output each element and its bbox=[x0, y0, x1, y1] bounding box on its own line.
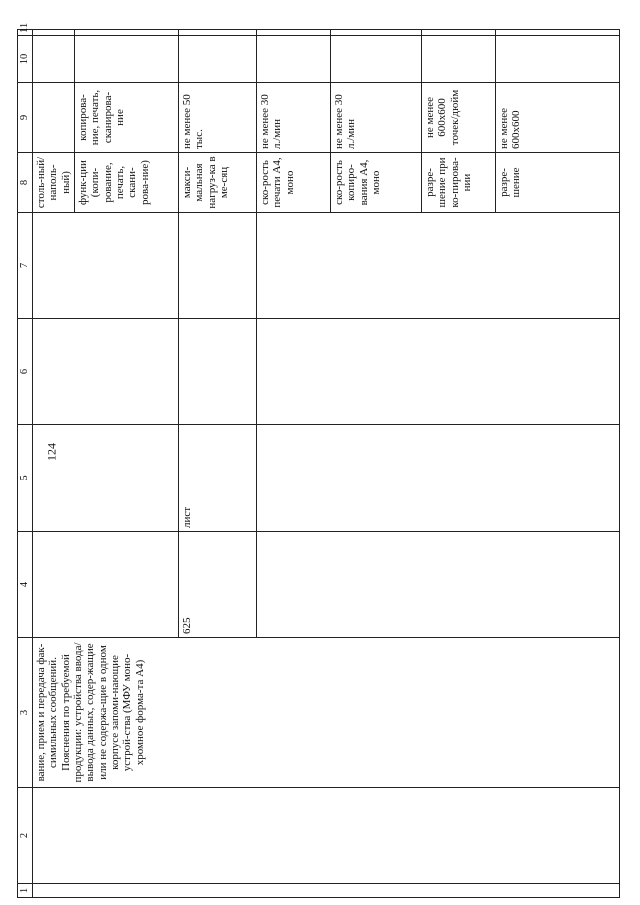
cell-col-11 bbox=[330, 30, 421, 36]
column-number: 1 bbox=[18, 884, 33, 898]
characteristic-name-cell: ско-рость печати А4, моно bbox=[256, 153, 330, 213]
cell-col-7 bbox=[33, 213, 179, 319]
column-number: 9 bbox=[18, 83, 33, 153]
characteristic-value-cell: не менее 30 л./мин bbox=[256, 83, 330, 153]
column-number: 7 bbox=[18, 213, 33, 319]
characteristic-value-cell: не менее 600х600 bbox=[495, 83, 619, 153]
characteristic-name-cell: функ-ции (копи-рование, печать, скани-рова-ние) bbox=[74, 153, 178, 213]
cell-col-1 bbox=[33, 884, 620, 898]
characteristic-value-cell: не менее 600х600 точек/дюйм bbox=[421, 83, 495, 153]
column-number: 4 bbox=[18, 532, 33, 638]
characteristic-name-cell: разре-шение bbox=[495, 153, 619, 213]
cell-col-11 bbox=[33, 30, 75, 36]
column-number: 8 bbox=[18, 153, 33, 213]
cell-col-10 bbox=[495, 36, 619, 83]
column-number: 10 bbox=[18, 36, 33, 83]
cell-col-7 bbox=[256, 213, 619, 319]
cell-col-2 bbox=[33, 788, 620, 884]
characteristic-value-cell bbox=[33, 83, 75, 153]
cell-col-4 bbox=[33, 532, 179, 638]
cell-col-11 bbox=[256, 30, 330, 36]
cell-col-10 bbox=[74, 36, 178, 83]
specification-table bbox=[17, 22, 620, 898]
cell-col-6 bbox=[178, 319, 256, 425]
cell-col-10 bbox=[256, 36, 330, 83]
cell-col-7 bbox=[178, 213, 256, 319]
column-number: 2 bbox=[18, 788, 33, 884]
cell-col-10 bbox=[178, 36, 256, 83]
cell-col-6 bbox=[256, 319, 619, 425]
column-number: 11 bbox=[18, 30, 33, 36]
cell-col-11 bbox=[178, 30, 256, 36]
unit-cell: лист bbox=[178, 425, 256, 532]
characteristic-name-cell: макси-мальная нагруз-ка в ме-сяц bbox=[178, 153, 256, 213]
characteristic-value-cell: не менее 50 тыс. bbox=[178, 83, 256, 153]
characteristic-name-cell: ско-рость копиро-вания А4, моно bbox=[330, 153, 421, 213]
cell-col-6 bbox=[33, 319, 179, 425]
cell-col-11 bbox=[495, 30, 619, 36]
cell-col-11 bbox=[74, 30, 178, 36]
characteristic-name-cell: разре-шение при ко-пирова-нии bbox=[421, 153, 495, 213]
product-description-cell: вание, прием и передача фак-симильных сообщений. Пояснения по требуемой продукции: устройства ввода/вывода данных, содер-жащие или не содержа-щие в одном корпусе запоми-нающие устрой-ства (МФУ моно-хромное форма-та А4) bbox=[33, 638, 620, 788]
cell-col-10 bbox=[330, 36, 421, 83]
page-number: 124 bbox=[44, 443, 59, 461]
column-number: 3 bbox=[18, 638, 33, 788]
cell-col-4 bbox=[256, 532, 619, 638]
characteristic-value-cell: не менее 30 л./мин bbox=[330, 83, 421, 153]
characteristic-name-cell: столь-ный/ наполь-ный) bbox=[33, 153, 75, 213]
column-number: 6 bbox=[18, 319, 33, 425]
cell-col-5 bbox=[33, 425, 179, 532]
cell-col-10 bbox=[421, 36, 495, 83]
column-number-row bbox=[18, 30, 33, 898]
column-number: 5 bbox=[18, 425, 33, 532]
quantity-cell: 625 bbox=[178, 532, 256, 638]
table-row bbox=[33, 30, 75, 898]
characteristic-value-cell: копирова-ние, печать, сканирова-ние bbox=[74, 83, 178, 153]
rotated-table-container bbox=[17, 22, 620, 898]
cell-col-11 bbox=[421, 30, 495, 36]
cell-col-5 bbox=[256, 425, 619, 532]
cell-col-10 bbox=[33, 36, 75, 83]
